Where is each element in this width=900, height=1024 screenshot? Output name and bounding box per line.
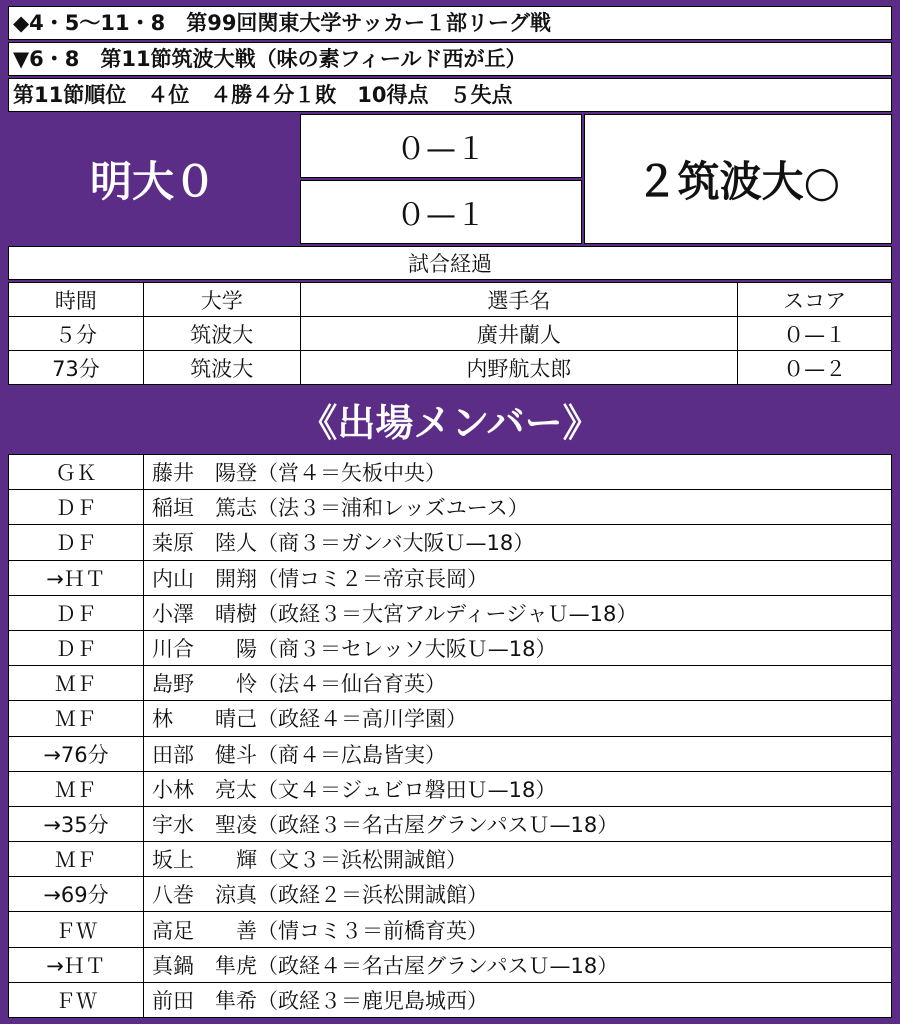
- member-row: [9, 490, 892, 525]
- col-header-university: 大学: [143, 283, 300, 317]
- goal-score: ０—２: [738, 351, 892, 385]
- member-row: [9, 842, 892, 877]
- member-name: 藤井 陽登（営４＝矢板中央）: [144, 455, 892, 490]
- col-header-player: 選手名: [300, 283, 737, 317]
- member-name: 桒原 陸人（商３＝ガンバ大阪Ｕ—18）: [144, 525, 892, 560]
- members-table: [8, 454, 892, 1018]
- member-row: [9, 912, 892, 947]
- member-row: [9, 701, 892, 736]
- member-row: [9, 595, 892, 630]
- goal-player: 廣井蘭人: [300, 317, 737, 351]
- member-name: 小林 亮太（文４＝ジュビロ磐田Ｕ—18）: [144, 771, 892, 806]
- away-score: ２筑波大○: [584, 114, 892, 244]
- member-row: [9, 877, 892, 912]
- goals-table: [8, 282, 892, 385]
- member-row: [9, 771, 892, 806]
- goal-score: ０—１: [738, 317, 892, 351]
- member-name: 小澤 晴樹（政経３＝大宮アルディージャＵ—18）: [144, 595, 892, 630]
- members-title: 《出場メンバー》: [299, 400, 601, 445]
- league-line: ◆4・5～11・8 第99回関東大学サッカー１部リーグ戦: [8, 6, 892, 40]
- member-position: ＭＦ: [9, 666, 144, 701]
- goal-row: [9, 317, 892, 351]
- member-name: 高足 善（情コミ３＝前橋育英）: [144, 912, 892, 947]
- member-position: ＭＦ: [9, 842, 144, 877]
- goal-university: 筑波大: [143, 317, 300, 351]
- member-position: →ＨＴ: [9, 560, 144, 595]
- goal-university: 筑波大: [143, 351, 300, 385]
- member-name: 宇水 聖凌（政経３＝名古屋グランパスＵ—18）: [144, 806, 892, 841]
- member-name: 田部 健斗（商４＝広島皆実）: [144, 736, 892, 771]
- member-row: [9, 736, 892, 771]
- member-row: [9, 560, 892, 595]
- home-score: 明大０: [8, 114, 298, 244]
- member-name: 稲垣 篤志（法３＝浦和レッズユース）: [144, 490, 892, 525]
- member-position: ＧＫ: [9, 455, 144, 490]
- goal-row: [9, 351, 892, 385]
- member-position: →69分: [9, 877, 144, 912]
- member-position: ＤＦ: [9, 525, 144, 560]
- member-position: ＤＦ: [9, 490, 144, 525]
- member-position: ＦＷ: [9, 912, 144, 947]
- goal-time: 73分: [9, 351, 144, 385]
- standing-line: 第11節順位 ４位 ４勝４分１敗 10得点 ５失点: [8, 78, 892, 112]
- member-name: 林 晴己（政経４＝高川学園）: [144, 701, 892, 736]
- member-name: 内山 開翔（情コミ２＝帝京長岡）: [144, 560, 892, 595]
- member-row: [9, 806, 892, 841]
- member-name: 八巻 涼真（政経２＝浜松開誠館）: [144, 877, 892, 912]
- member-position: →35分: [9, 806, 144, 841]
- member-row: [9, 630, 892, 665]
- member-name: 島野 怜（法４＝仙台育英）: [144, 666, 892, 701]
- member-row: [9, 455, 892, 490]
- first-half-score: ０—１: [300, 114, 582, 178]
- member-position: ＭＦ: [9, 701, 144, 736]
- member-row: [9, 982, 892, 1017]
- member-position: →76分: [9, 736, 144, 771]
- member-position: →ＨＴ: [9, 947, 144, 982]
- second-half-score: ０—１: [300, 180, 582, 244]
- member-position: ＭＦ: [9, 771, 144, 806]
- goals-header-row: [9, 283, 892, 317]
- member-name: 真鍋 隼虎（政経４＝名古屋グランパスＵ—18）: [144, 947, 892, 982]
- goal-player: 内野航太郎: [300, 351, 737, 385]
- member-row: [9, 666, 892, 701]
- member-position: ＤＦ: [9, 630, 144, 665]
- member-row: [9, 525, 892, 560]
- result-card: [8, 6, 892, 1018]
- member-row: [9, 947, 892, 982]
- member-name: 前田 隼希（政経３＝鹿児島城西）: [144, 982, 892, 1017]
- col-header-time: 時間: [9, 283, 144, 317]
- member-position: ＦＷ: [9, 982, 144, 1017]
- member-name: 川合 陽（商３＝セレッソ大阪Ｕ—18）: [144, 630, 892, 665]
- member-name: 坂上 輝（文３＝浜松開誠館）: [144, 842, 892, 877]
- goal-time: ５分: [9, 317, 144, 351]
- match-line: ▼6・8 第11節筑波大戦（味の素フィールド西が丘）: [8, 42, 892, 76]
- col-header-score: スコア: [738, 283, 892, 317]
- member-position: ＤＦ: [9, 595, 144, 630]
- progress-title: 試合経過: [8, 246, 892, 280]
